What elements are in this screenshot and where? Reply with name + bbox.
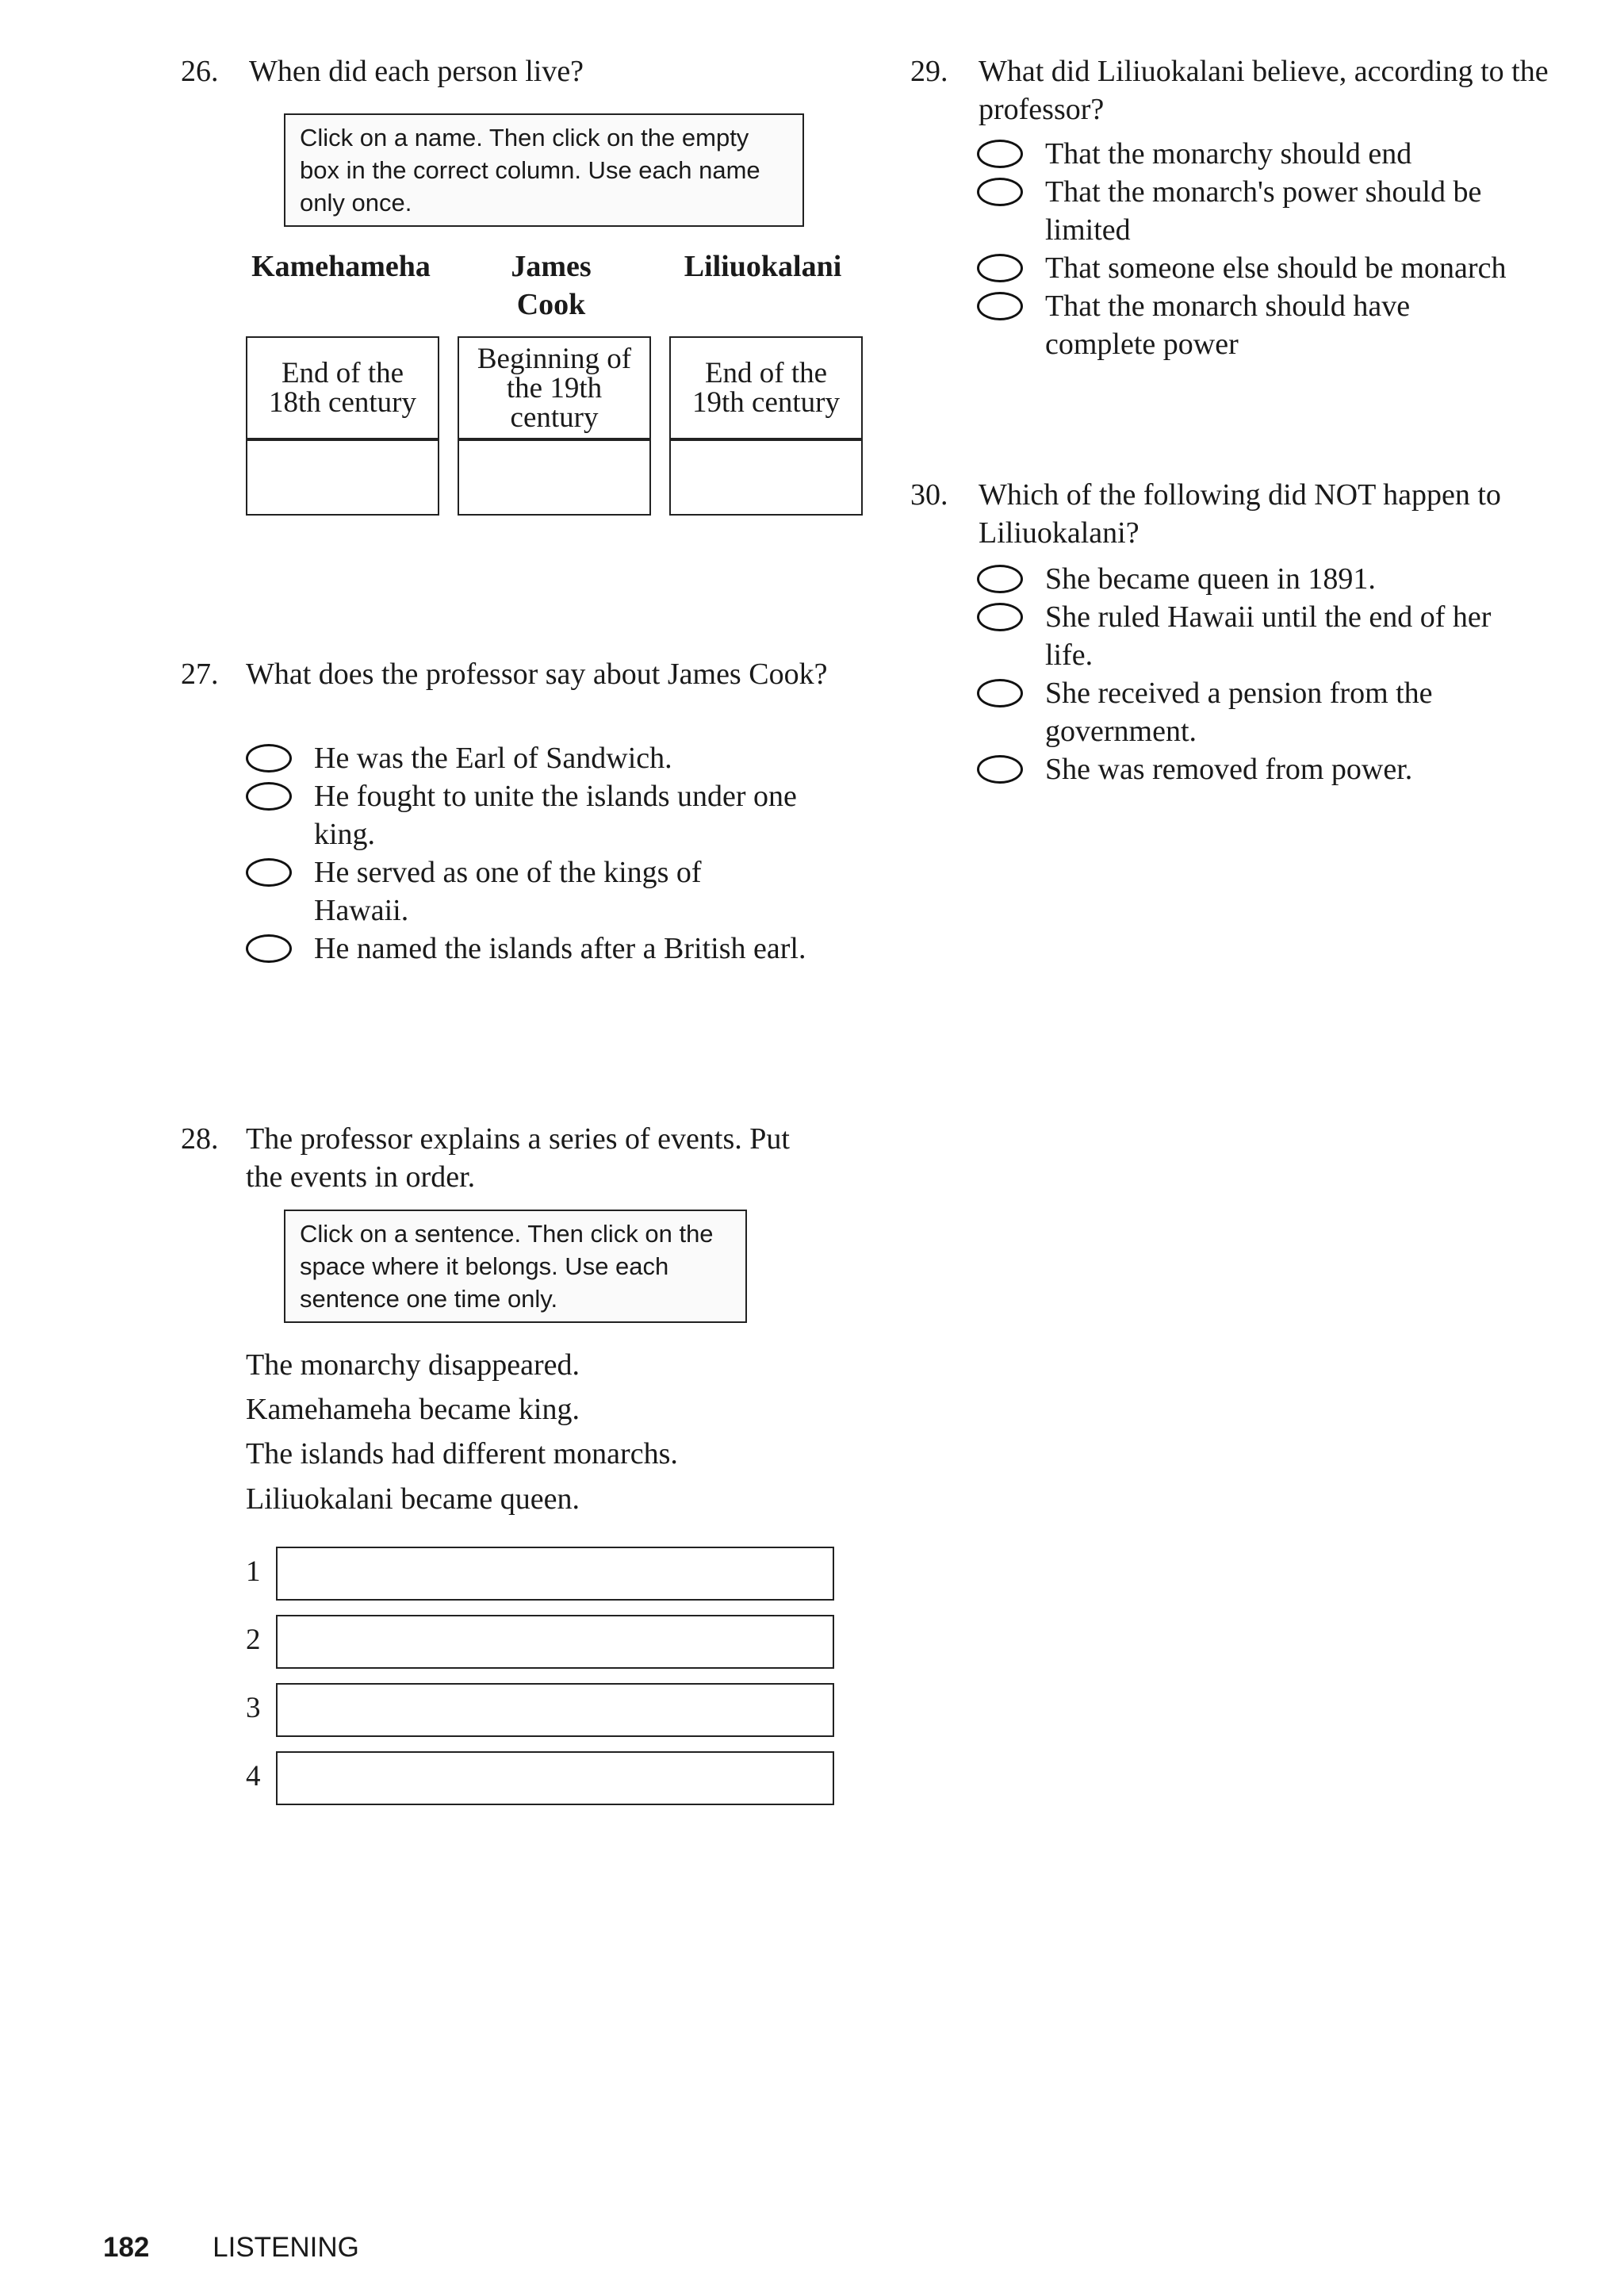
- page-number: 182: [103, 2232, 150, 2263]
- radio-bubble-icon[interactable]: [246, 858, 292, 887]
- question-30-text: Which of the following did NOT happen to Liliuokalani?: [979, 478, 1501, 550]
- order-slot-4[interactable]: [276, 1751, 834, 1805]
- name-james-cook[interactable]: James Cook: [511, 250, 592, 321]
- answer-box-end-18th-century[interactable]: [246, 439, 439, 516]
- radio-bubble-icon[interactable]: [977, 679, 1023, 707]
- question-26-text: When did each person live?: [249, 55, 584, 88]
- answer-box-end-19th-century[interactable]: [669, 439, 863, 516]
- q29-option-b[interactable]: That the monarch's power should be limited: [977, 173, 1580, 249]
- q30-option-b[interactable]: She ruled Hawaii until the end of her life.: [977, 598, 1580, 674]
- radio-bubble-icon[interactable]: [977, 292, 1023, 320]
- name-kamehameha[interactable]: Kamehameha: [251, 250, 431, 283]
- category-end-18th-century: End of the 18th century: [246, 336, 439, 439]
- sentence-monarchy-disappeared[interactable]: The monarchy disappeared.: [246, 1348, 580, 1382]
- q27-option-c[interactable]: He served as one of the kings of Hawaii.: [246, 853, 864, 930]
- order-slot-1[interactable]: [276, 1547, 834, 1601]
- category-end-19th-century: End of the 19th century: [669, 336, 863, 439]
- question-28-instruction: Click on a sentence. Then click on the space where it belongs. Use each sentence one time only.: [284, 1210, 747, 1323]
- q27-option-b[interactable]: He fought to unite the islands under one king.: [246, 777, 864, 853]
- answer-box-beginning-19th-century[interactable]: [458, 439, 651, 516]
- q29-option-c[interactable]: That someone else should be monarch: [977, 249, 1580, 287]
- question-30: [910, 476, 1568, 555]
- radio-bubble-icon[interactable]: [977, 565, 1023, 593]
- q27-option-d[interactable]: He named the islands after a British earl.: [246, 930, 864, 1006]
- slot-number: 1: [246, 1555, 261, 1588]
- q30-option-d[interactable]: She was removed from power.: [977, 750, 1580, 788]
- q27-option-a[interactable]: He was the Earl of Sandwich.: [246, 739, 864, 777]
- radio-bubble-icon[interactable]: [246, 782, 292, 811]
- category-beginning-19th-century: Beginning of the 19th century: [458, 336, 651, 439]
- question-28-number: 28.: [181, 1122, 219, 1156]
- radio-bubble-icon[interactable]: [977, 140, 1023, 168]
- radio-bubble-icon[interactable]: [246, 934, 292, 963]
- question-26-instruction: Click on a name. Then click on the empty box in the correct column. Use each name only once.: [284, 113, 804, 227]
- question-26-number: 26.: [181, 55, 219, 88]
- q29-option-a[interactable]: That the monarchy should end: [977, 135, 1580, 173]
- radio-bubble-icon[interactable]: [977, 178, 1023, 206]
- question-26: [181, 52, 879, 100]
- radio-bubble-icon[interactable]: [246, 744, 292, 773]
- question-27-number: 27.: [181, 658, 219, 691]
- section-name: LISTENING: [213, 2232, 359, 2263]
- slot-number: 4: [246, 1760, 261, 1792]
- sentence-different-monarchs[interactable]: The islands had different monarchs.: [246, 1437, 678, 1470]
- radio-bubble-icon[interactable]: [977, 254, 1023, 282]
- sentence-kamehameha-king[interactable]: Kamehameha became king.: [246, 1393, 580, 1426]
- question-27: [181, 655, 879, 734]
- q29-option-d[interactable]: That the monarch should have complete power: [977, 287, 1580, 363]
- q30-option-c[interactable]: She received a pension from the government.: [977, 674, 1580, 750]
- order-slot-2[interactable]: [276, 1615, 834, 1669]
- question-29: [910, 52, 1568, 132]
- slot-number: 2: [246, 1624, 261, 1656]
- slot-number: 3: [246, 1692, 261, 1724]
- order-slot-3[interactable]: [276, 1683, 834, 1737]
- name-liliuokalani[interactable]: Liliuokalani: [684, 250, 842, 283]
- sentence-liliuokalani-queen[interactable]: Liliuokalani became queen.: [246, 1482, 580, 1516]
- question-28-text: The professor explains a series of events. Put the events in order.: [246, 1122, 790, 1194]
- question-27-text: What does the professor say about James Cook?: [246, 658, 828, 691]
- q30-option-a[interactable]: She became queen in 1891.: [977, 560, 1580, 598]
- radio-bubble-icon[interactable]: [977, 603, 1023, 631]
- page-footer: [103, 2230, 359, 2265]
- question-29-text: What did Liliuokalani believe, according to the professor?: [979, 55, 1549, 126]
- question-28: [181, 1120, 879, 1199]
- question-30-number: 30.: [910, 478, 948, 512]
- question-29-number: 29.: [910, 55, 948, 88]
- radio-bubble-icon[interactable]: [977, 755, 1023, 784]
